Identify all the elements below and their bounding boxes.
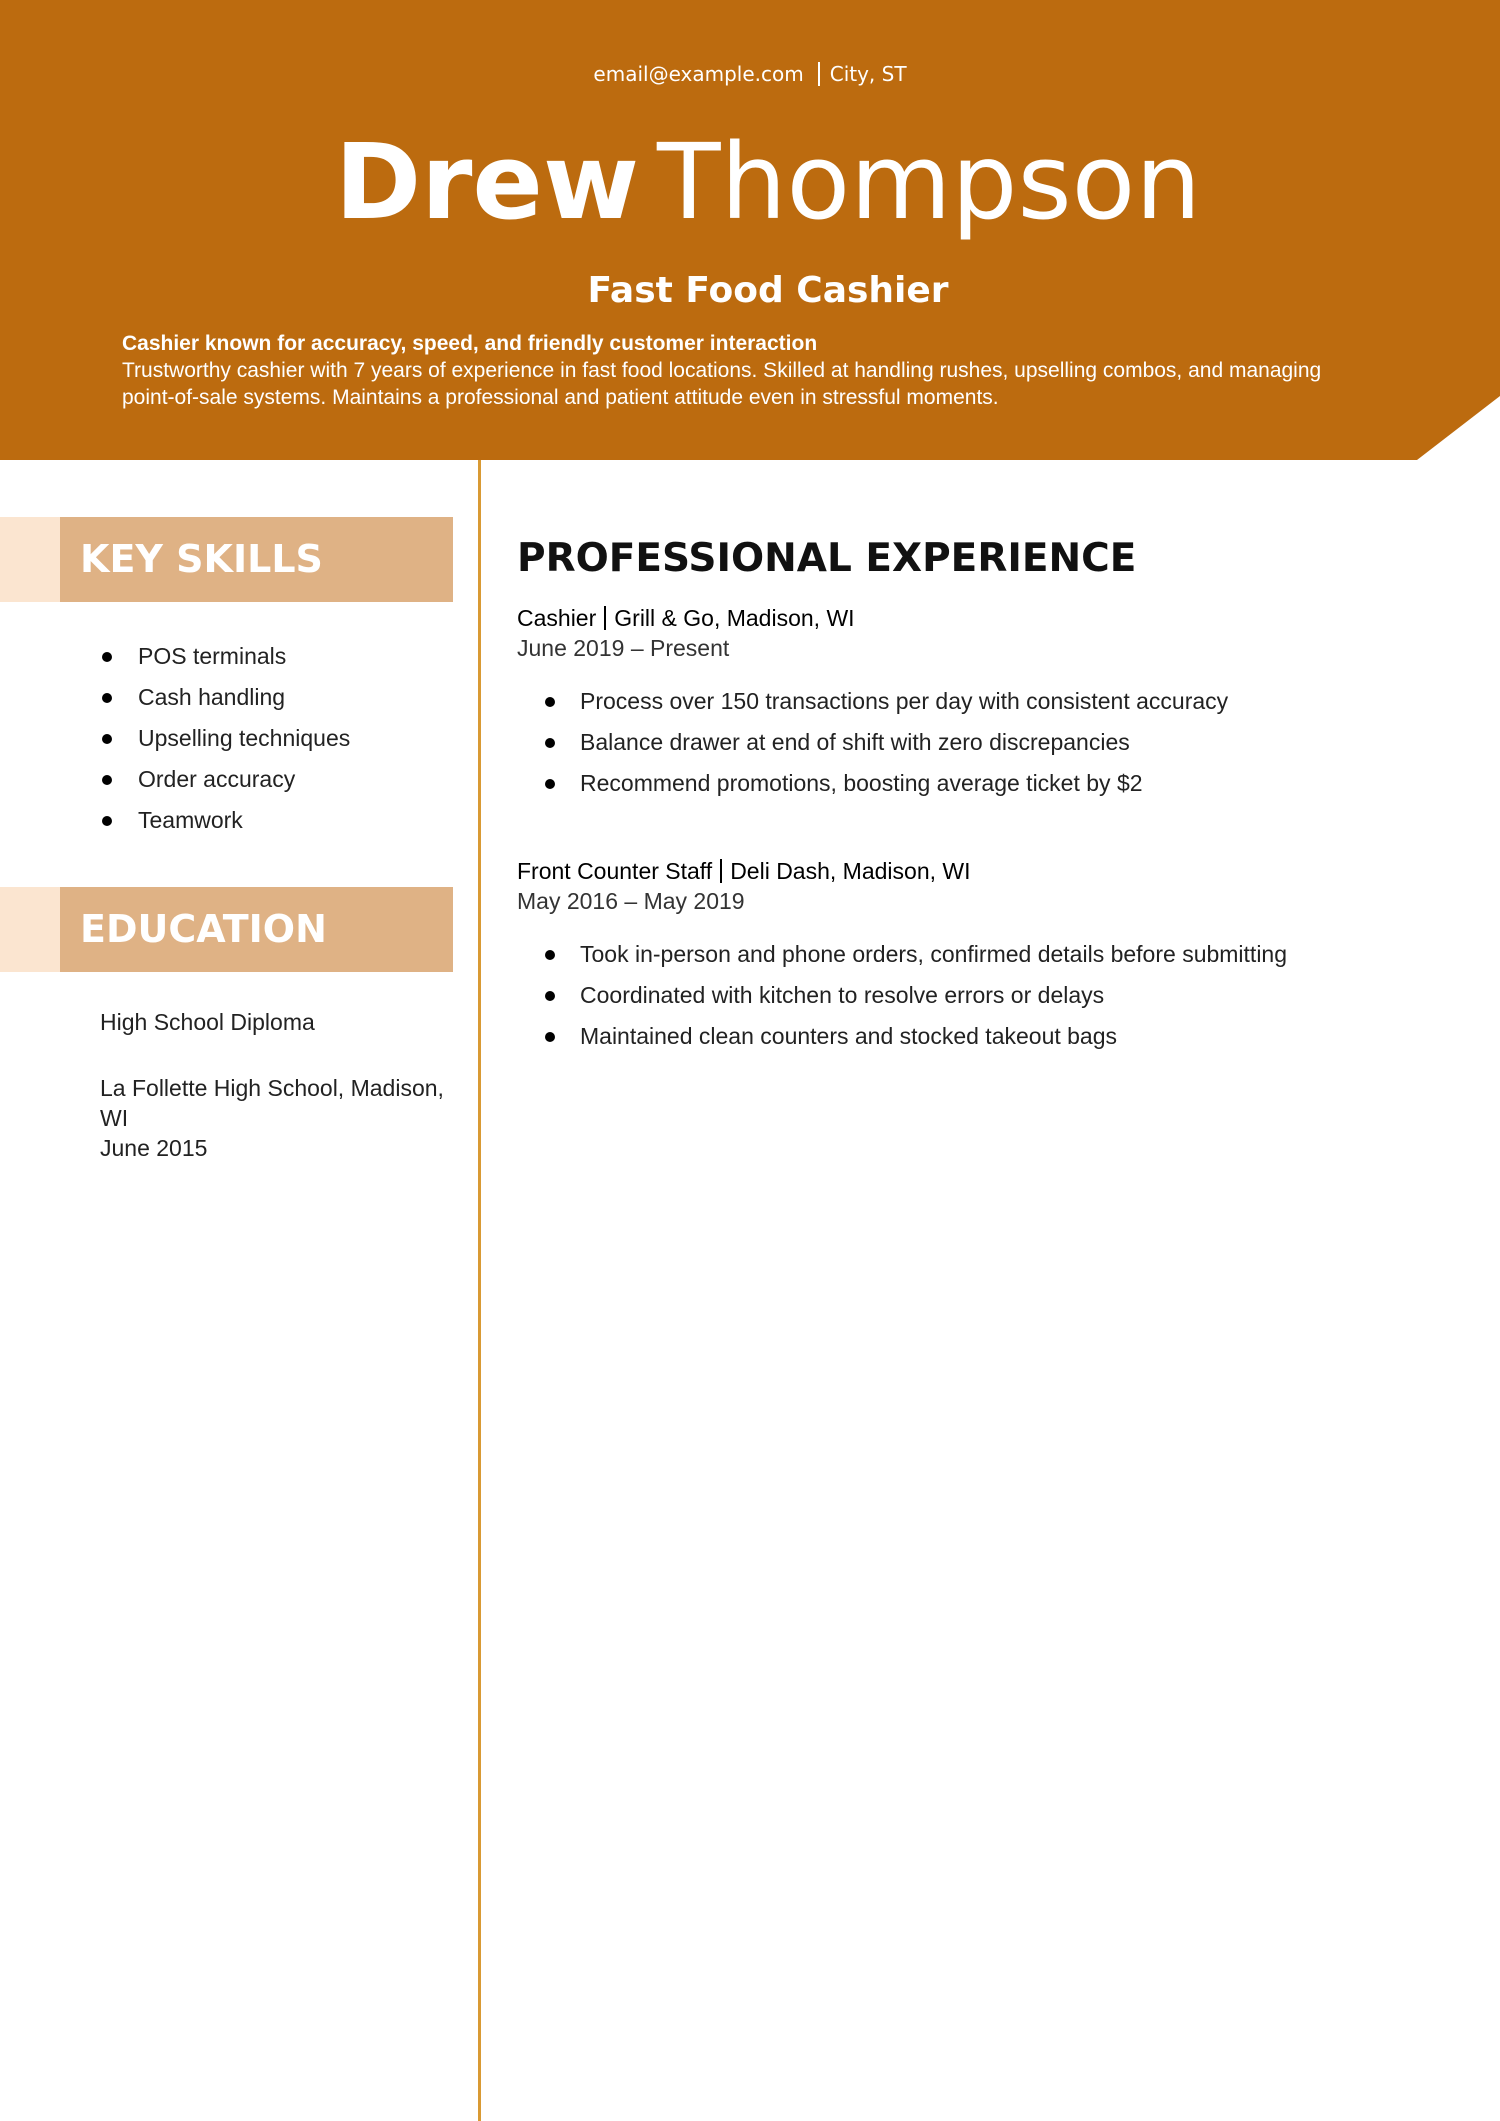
job-bullet: Maintained clean counters and stocked takeout bags	[517, 1016, 1417, 1057]
job-role: Front Counter Staff	[517, 858, 713, 884]
education-school-line: La Follette High School, Madison,	[100, 1075, 444, 1101]
job-header	[517, 856, 1417, 886]
skill-item: Cash handling	[100, 677, 350, 718]
job-bullet: Balance drawer at end of shift with zero discrepancies	[517, 722, 1417, 763]
job-separator	[720, 859, 722, 883]
job-employer: Deli Dash, Madison, WI	[730, 858, 971, 884]
education-heading: EDUCATION	[80, 907, 327, 951]
job-role: Cashier	[517, 605, 597, 631]
skills-heading: KEY SKILLS	[80, 537, 323, 581]
job-bullets	[517, 934, 1417, 1057]
summary-line: Trustworthy cashier with 7 years of experience in fast food locations. Skilled at handling rushes, upselling combos, and managing	[122, 359, 1322, 382]
summary-heading: Cashier known for accuracy, speed, and friendly customer interaction	[122, 332, 818, 355]
column-divider	[478, 460, 481, 2121]
job-dates: June 2019 – Present	[517, 635, 730, 661]
first-name: Drew	[334, 121, 640, 243]
education-degree: High School Diploma	[100, 1009, 315, 1035]
last-name: Thompson	[657, 121, 1202, 243]
job-title: Fast Food Cashier	[587, 270, 949, 311]
email-text: email@example.com	[593, 62, 804, 86]
job-header	[517, 603, 1417, 633]
job-separator	[604, 606, 606, 630]
education-school-line: WI	[100, 1105, 129, 1131]
skill-item: Order accuracy	[100, 759, 350, 800]
skill-item: Teamwork	[100, 800, 350, 841]
contact-separator	[818, 62, 820, 86]
skill-item: Upselling techniques	[100, 718, 350, 759]
location-text: City, ST	[829, 62, 907, 86]
summary	[122, 330, 1402, 411]
education-date: June 2015	[100, 1135, 208, 1161]
skill-item: POS terminals	[100, 636, 350, 677]
candidate-name	[0, 121, 1500, 243]
job-entry	[517, 603, 1417, 804]
job-bullet: Coordinated with kitchen to resolve errors or delays	[517, 975, 1417, 1016]
contact-line	[0, 62, 1500, 86]
job-dates: May 2016 – May 2019	[517, 888, 745, 914]
skills-section-bar	[0, 517, 453, 602]
summary-line: point-of-sale systems. Maintains a professional and patient attitude even in stressful moments.	[122, 386, 999, 409]
experience-heading: PROFESSIONAL EXPERIENCE	[517, 536, 1137, 581]
job-bullet: Process over 150 transactions per day with consistent accuracy	[517, 681, 1417, 722]
job-bullets	[517, 681, 1417, 804]
skills-list	[100, 636, 350, 841]
job-employer: Grill & Go, Madison, WI	[614, 605, 855, 631]
job-entry	[517, 856, 1417, 1057]
education-school	[100, 1073, 460, 1163]
education-section-bar	[0, 887, 453, 972]
job-bullet: Took in-person and phone orders, confirmed details before submitting	[517, 934, 1417, 975]
job-bullet: Recommend promotions, boosting average ticket by $2	[517, 763, 1417, 804]
